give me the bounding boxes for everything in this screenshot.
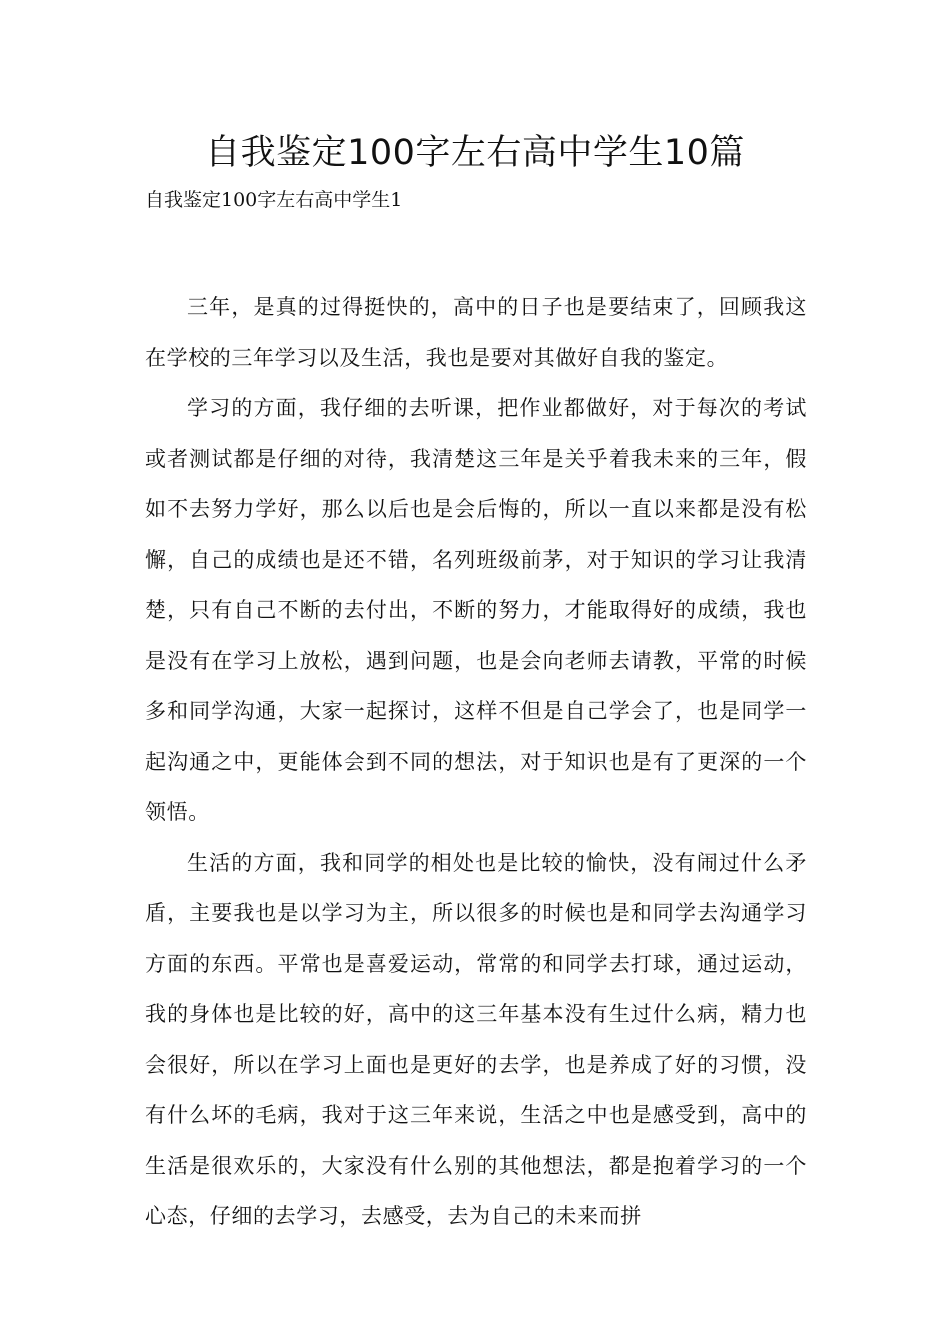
document-title: 自我鉴定100字左右高中学生10篇 [205, 133, 745, 173]
paragraph-life: 生活的方面，我和同学的相处也是比较的愉快，没有闹过什么矛盾，主要我也是以学习为主，所以很多的时候也是和同学去沟通学习方面的东西。平常也是喜爱运动，常常的和同学去打球，通过运动，我的身体也是比较的好，高中的这三年基本没有生过什么病，精力也会很好，所以在学习上面也是更好的去学，也是养成了好的习惯，没有什么坏的毛病，我对于这三年来说，生活之中也是感受到，高中的生活是很欢乐的，大家没有什么别的其他想法，都是抱着学习的一个心态，仔细的去学习，去感受，去为自己的未来而拼 [145, 850, 807, 1228]
document-body [145, 282, 807, 1242]
paragraph-intro: 三年，是真的过得挺快的，高中的日子也是要结束了，回顾我这在学校的三年学习以及生活，我也是要对其做好自我的鉴定。 [145, 295, 807, 370]
paragraph-study: 学习的方面，我仔细的去听课，把作业都做好，对于每次的考试或者测试都是仔细的对待，我清楚这三年是关乎着我未来的三年，假如不去努力学好，那么以后也是会后悔的，所以一直以来都是没有松懈，自己的成绩也是还不错，名列班级前茅，对于知识的学习让我清楚，只有自己不断的去付出，不断的努力，才能取得好的成绩，我也是没有在学习上放松，遇到问题，也是会向老师去请教，平常的时候多和同学沟通，大家一起探讨，这样不但是自己学会了，也是同学一起沟通之中，更能体会到不同的想法，对于知识也是有了更深的一个领悟。 [145, 396, 807, 824]
section-heading: 自我鉴定100字左右高中学生1 [145, 189, 403, 211]
